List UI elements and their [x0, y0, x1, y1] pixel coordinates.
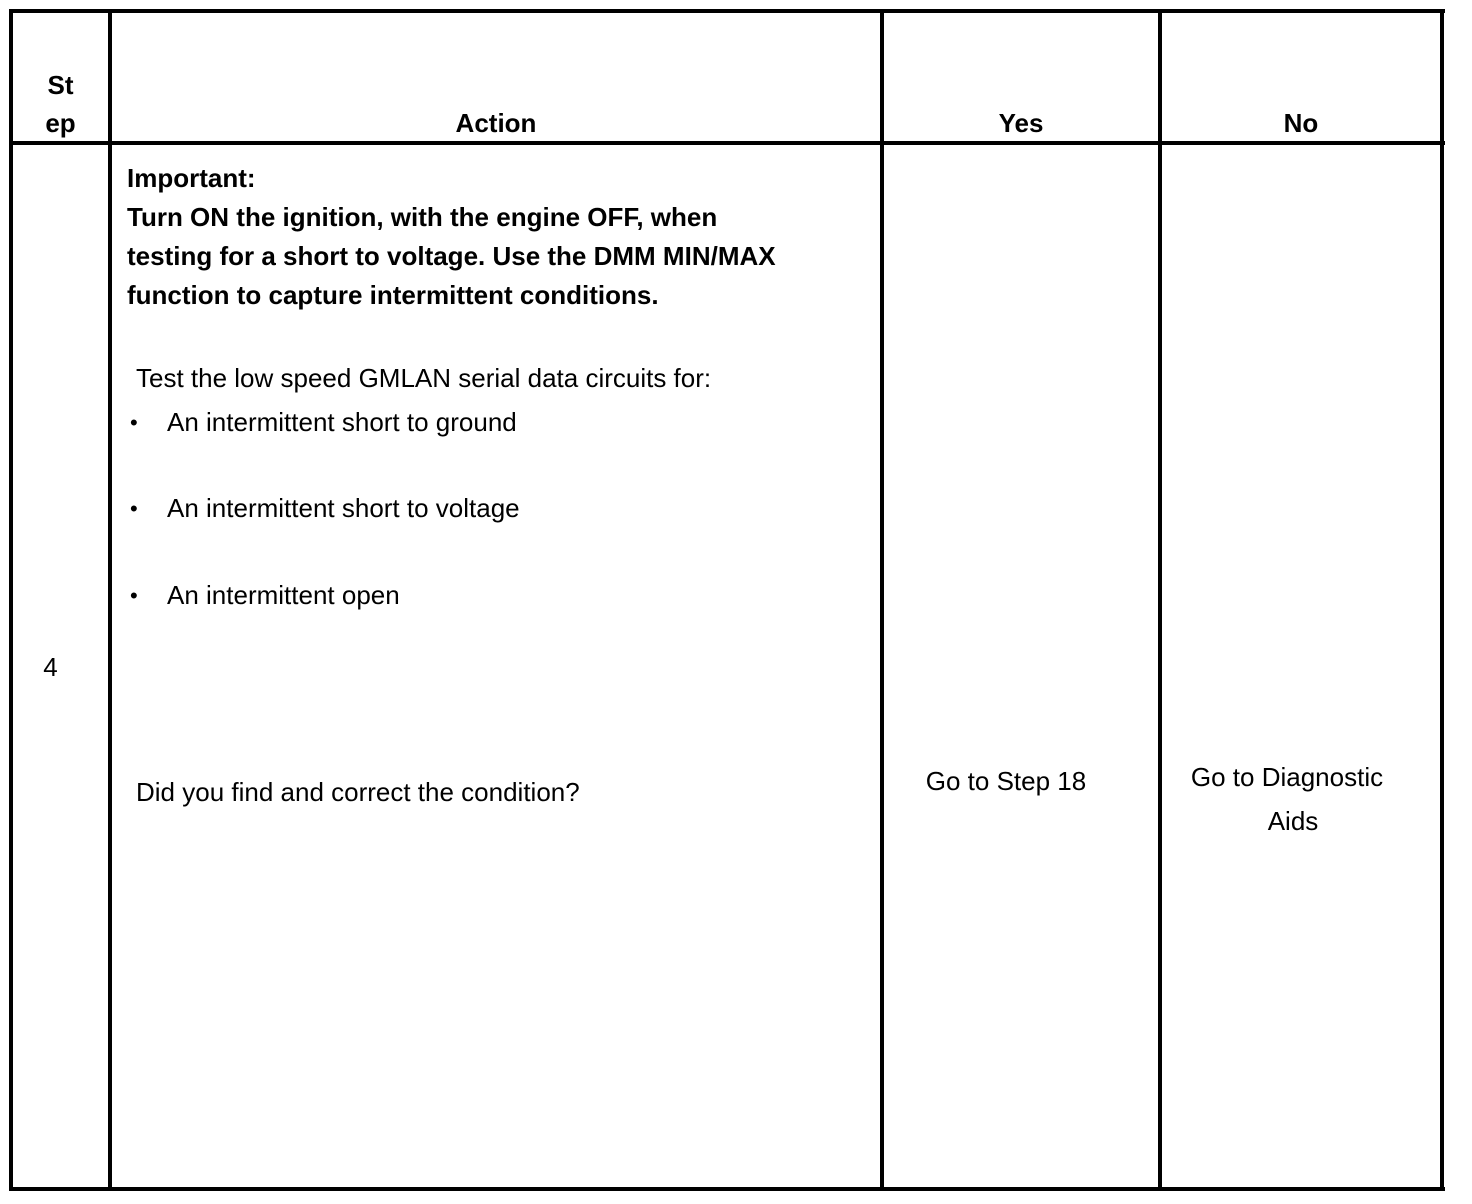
table-border-right: [1440, 9, 1444, 1191]
important-label: Important:: [127, 163, 256, 193]
important-line-1: Turn ON the ignition, with the engine OFF, when: [127, 202, 718, 232]
column-divider-step: [108, 9, 112, 1191]
bullet-2-text: An intermittent short to voltage: [167, 493, 520, 523]
header-step-line2: ep: [45, 108, 76, 138]
bullet-1-text: An intermittent short to ground: [167, 407, 517, 437]
test-intro: Test the low speed GMLAN serial data circuits for:: [136, 363, 712, 393]
important-line-3: function to capture intermittent conditions.: [127, 280, 659, 310]
step-number: 4: [43, 652, 58, 682]
question-text: Did you find and correct the condition?: [136, 777, 580, 807]
bullet-1-marker: •: [130, 410, 138, 435]
header-action: Action: [455, 108, 537, 138]
header-no: No: [1283, 108, 1319, 138]
table-border-left: [9, 9, 13, 1191]
column-divider-yes: [1158, 9, 1162, 1191]
bullet-3-marker: •: [130, 583, 138, 608]
table-border-top: [9, 9, 1445, 13]
important-line-2: testing for a short to voltage. Use the DMM MIN/MAX: [127, 241, 776, 271]
header-step-line1: St: [47, 70, 74, 100]
header-yes: Yes: [998, 108, 1044, 138]
bullet-2-marker: •: [130, 496, 138, 521]
yes-action-text: Go to Step 18: [925, 766, 1087, 796]
no-action-line2: Aids: [1267, 806, 1319, 836]
bullet-3-text: An intermittent open: [167, 580, 400, 610]
column-divider-action: [880, 9, 884, 1191]
table-border-bottom: [9, 1187, 1445, 1191]
no-action-line1: Go to Diagnostic: [1190, 762, 1384, 792]
